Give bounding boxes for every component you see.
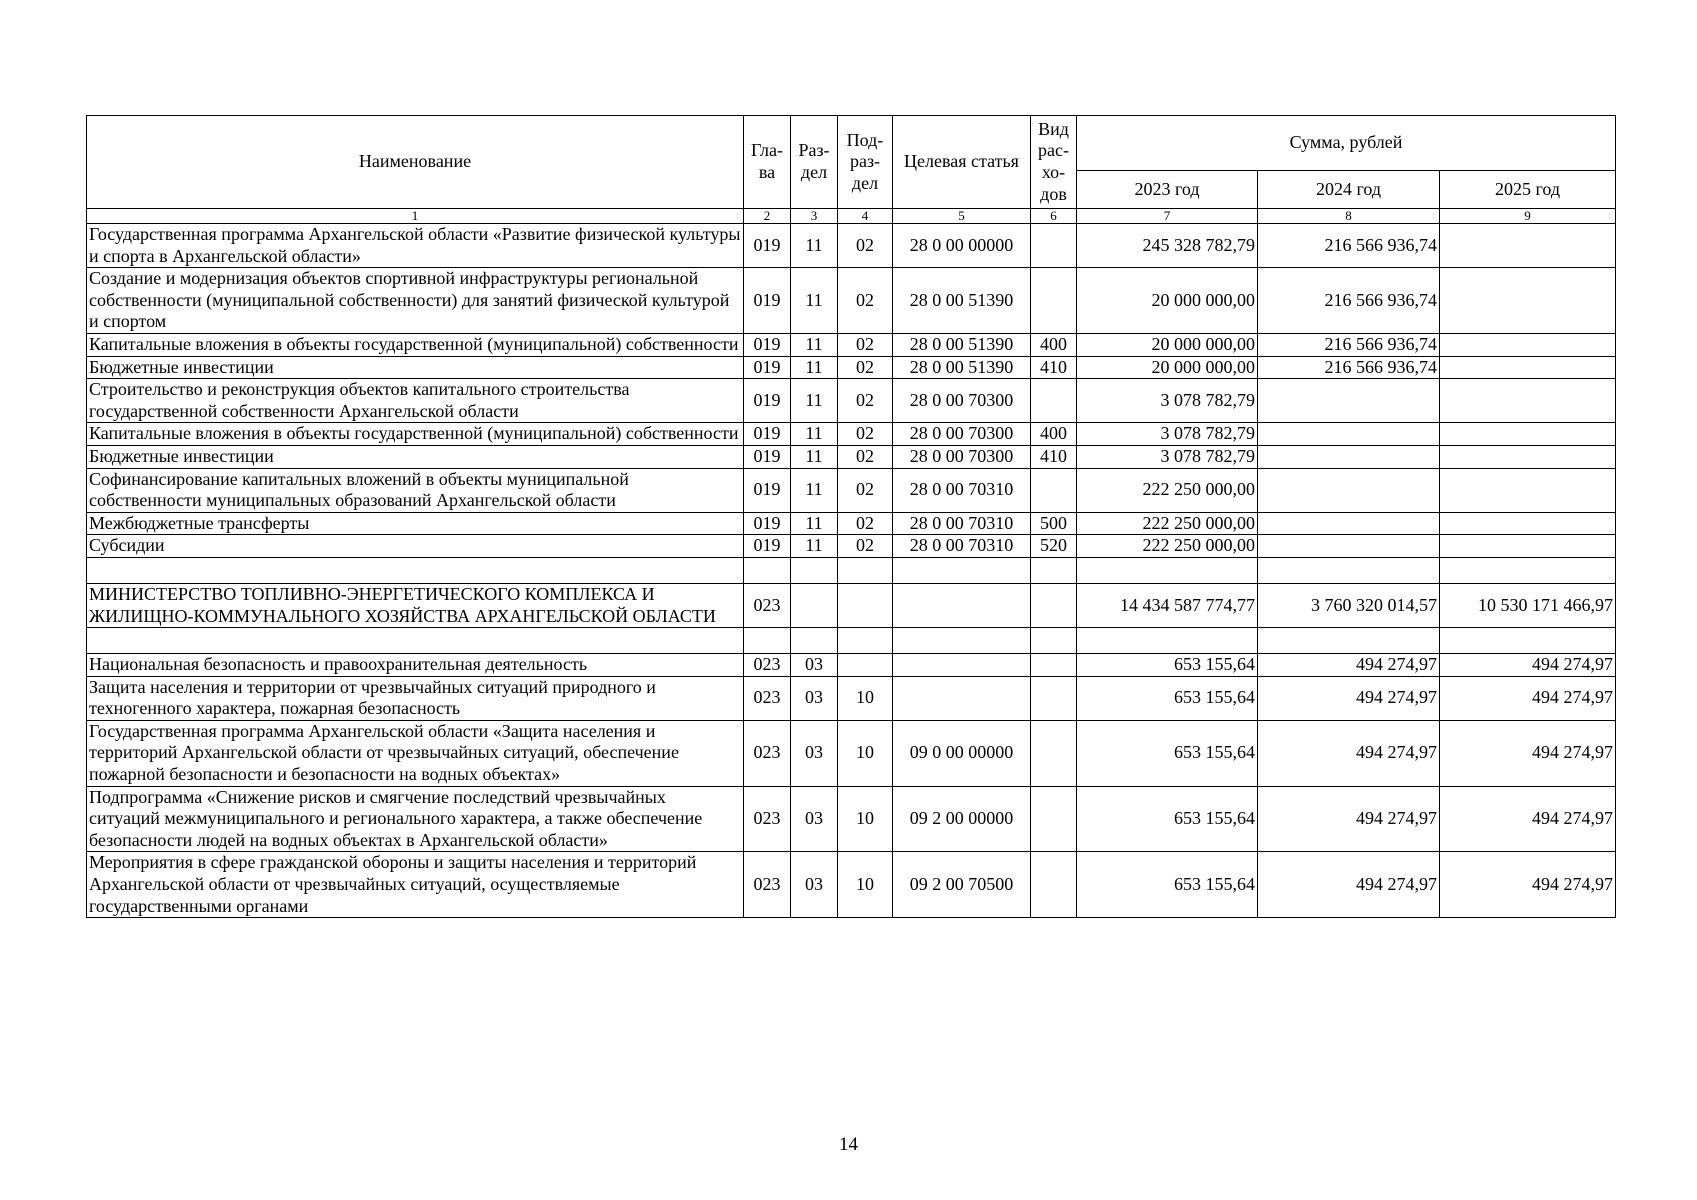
row-podrazdel: 02 xyxy=(838,379,893,423)
row-glava: 019 xyxy=(744,468,791,512)
row-glava: 019 xyxy=(744,333,791,356)
row-amount-2023: 222 250 000,00 xyxy=(1077,468,1258,512)
row-podrazdel: 02 xyxy=(838,268,893,334)
table-row xyxy=(87,224,1616,268)
column-number: 2 xyxy=(744,209,791,224)
row-glava xyxy=(744,628,791,654)
row-razdel: 11 xyxy=(791,468,838,512)
row-amount-2024: 216 566 936,74 xyxy=(1258,268,1440,334)
row-amount-2025: 494 274,97 xyxy=(1440,786,1616,852)
row-vid: 410 xyxy=(1031,445,1077,468)
row-amount-2025 xyxy=(1440,224,1616,268)
row-amount-2024: 216 566 936,74 xyxy=(1258,356,1440,379)
row-amount-2025: 494 274,97 xyxy=(1440,654,1616,677)
row-amount-2025: 494 274,97 xyxy=(1440,676,1616,720)
row-name: Национальная безопасность и правоохранительная деятельность xyxy=(87,654,744,677)
row-glava: 023 xyxy=(744,654,791,677)
row-name: Государственная программа Архангельской области «Защита населения и территорий Архангельской области от чрезвычайных ситуаций, обеспечение пожарной безопасности и безопасности на водных объектах» xyxy=(87,720,744,786)
header-vid: Вид рас-хо-дов xyxy=(1031,116,1077,209)
column-number: 6 xyxy=(1031,209,1077,224)
row-podrazdel xyxy=(838,583,893,627)
row-amount-2025 xyxy=(1440,468,1616,512)
row-razdel: 11 xyxy=(791,423,838,446)
row-razdel: 11 xyxy=(791,224,838,268)
row-podrazdel xyxy=(838,557,893,583)
row-name: Создание и модернизация объектов спортивной инфраструктуры региональной собственности (муниципальной собственности) для занятий физической культурой и спортом xyxy=(87,268,744,334)
row-razdel xyxy=(791,628,838,654)
row-amount-2023: 245 328 782,79 xyxy=(1077,224,1258,268)
header-year-2024: 2024 год xyxy=(1258,171,1440,209)
row-amount-2024 xyxy=(1258,445,1440,468)
row-amount-2025 xyxy=(1440,356,1616,379)
row-amount-2023: 653 155,64 xyxy=(1077,676,1258,720)
row-amount-2023: 3 078 782,79 xyxy=(1077,423,1258,446)
row-vid xyxy=(1031,583,1077,627)
row-glava: 019 xyxy=(744,356,791,379)
row-amount-2023: 20 000 000,00 xyxy=(1077,333,1258,356)
row-vid xyxy=(1031,676,1077,720)
row-vid xyxy=(1031,379,1077,423)
row-amount-2023: 653 155,64 xyxy=(1077,720,1258,786)
row-vid xyxy=(1031,852,1077,918)
row-amount-2024 xyxy=(1258,512,1440,535)
row-amount-2024: 494 274,97 xyxy=(1258,654,1440,677)
row-amount-2024: 494 274,97 xyxy=(1258,676,1440,720)
row-target: 09 2 00 00000 xyxy=(893,786,1031,852)
row-amount-2024 xyxy=(1258,628,1440,654)
row-podrazdel xyxy=(838,628,893,654)
row-target: 28 0 00 51390 xyxy=(893,356,1031,379)
row-razdel: 03 xyxy=(791,654,838,677)
row-name: Бюджетные инвестиции xyxy=(87,445,744,468)
table-row xyxy=(87,468,1616,512)
header-sum: Сумма, рублей xyxy=(1077,116,1616,171)
row-target: 28 0 00 70300 xyxy=(893,423,1031,446)
column-number: 9 xyxy=(1440,209,1616,224)
row-glava: 023 xyxy=(744,676,791,720)
row-name xyxy=(87,628,744,654)
row-vid: 410 xyxy=(1031,356,1077,379)
row-amount-2023: 3 078 782,79 xyxy=(1077,445,1258,468)
row-razdel: 11 xyxy=(791,512,838,535)
row-glava: 023 xyxy=(744,786,791,852)
row-target xyxy=(893,676,1031,720)
row-amount-2024: 494 274,97 xyxy=(1258,852,1440,918)
row-name: Строительство и реконструкция объектов капитального строительства государственной собственности Архангельской области xyxy=(87,379,744,423)
table-row xyxy=(87,654,1616,677)
empty-row xyxy=(87,628,1616,654)
empty-row xyxy=(87,557,1616,583)
row-name: МИНИСТЕРСТВО ТОПЛИВНО-ЭНЕРГЕТИЧЕСКОГО КОМПЛЕКСА И ЖИЛИЩНО-КОММУНАЛЬНОГО ХОЗЯЙСТВА АРХАНГЕЛЬСКОЙ ОБЛАСТИ xyxy=(87,583,744,627)
row-amount-2025 xyxy=(1440,628,1616,654)
row-vid xyxy=(1031,654,1077,677)
row-amount-2024 xyxy=(1258,557,1440,583)
row-razdel: 03 xyxy=(791,852,838,918)
table-row xyxy=(87,268,1616,334)
row-vid: 400 xyxy=(1031,333,1077,356)
column-number: 3 xyxy=(791,209,838,224)
row-glava xyxy=(744,557,791,583)
row-name: Субсидии xyxy=(87,535,744,558)
column-number: 7 xyxy=(1077,209,1258,224)
table-row xyxy=(87,676,1616,720)
row-amount-2023 xyxy=(1077,557,1258,583)
row-vid xyxy=(1031,268,1077,334)
table-row xyxy=(87,583,1616,627)
table-row xyxy=(87,720,1616,786)
row-name: Межбюджетные трансферты xyxy=(87,512,744,535)
row-glava: 019 xyxy=(744,512,791,535)
row-vid xyxy=(1031,557,1077,583)
row-razdel: 11 xyxy=(791,535,838,558)
row-target: 28 0 00 00000 xyxy=(893,224,1031,268)
row-vid: 520 xyxy=(1031,535,1077,558)
row-razdel: 03 xyxy=(791,786,838,852)
row-amount-2023: 20 000 000,00 xyxy=(1077,356,1258,379)
table-row xyxy=(87,852,1616,918)
row-target: 09 2 00 70500 xyxy=(893,852,1031,918)
row-glava: 023 xyxy=(744,583,791,627)
row-podrazdel: 02 xyxy=(838,512,893,535)
row-name: Подпрограмма «Снижение рисков и смягчение последствий чрезвычайных ситуаций межмуниципального и регионального характера, а также обеспечение безопасности людей на водных объектах в Архангельской области» xyxy=(87,786,744,852)
row-glava: 019 xyxy=(744,423,791,446)
row-name: Мероприятия в сфере гражданской обороны и защиты населения и территорий Архангельской области от чрезвычайных ситуаций, осуществляемые государственными органами xyxy=(87,852,744,918)
row-target: 28 0 00 70300 xyxy=(893,379,1031,423)
row-target: 28 0 00 70310 xyxy=(893,535,1031,558)
row-podrazdel: 10 xyxy=(838,786,893,852)
row-amount-2025 xyxy=(1440,557,1616,583)
row-vid xyxy=(1031,786,1077,852)
row-podrazdel: 02 xyxy=(838,535,893,558)
row-vid xyxy=(1031,224,1077,268)
row-amount-2024 xyxy=(1258,535,1440,558)
table-row xyxy=(87,512,1616,535)
row-name: Бюджетные инвестиции xyxy=(87,356,744,379)
header-razdel: Раз-дел xyxy=(791,116,838,209)
row-target: 28 0 00 70300 xyxy=(893,445,1031,468)
row-razdel xyxy=(791,583,838,627)
header-year-2025: 2025 год xyxy=(1440,171,1616,209)
table-body xyxy=(87,224,1616,918)
table-row xyxy=(87,356,1616,379)
row-target xyxy=(893,628,1031,654)
table-row xyxy=(87,333,1616,356)
page-number: 14 xyxy=(839,1134,858,1155)
row-podrazdel: 02 xyxy=(838,468,893,512)
row-glava: 023 xyxy=(744,720,791,786)
row-podrazdel: 10 xyxy=(838,676,893,720)
table-row xyxy=(87,786,1616,852)
column-number: 4 xyxy=(838,209,893,224)
row-amount-2025 xyxy=(1440,445,1616,468)
row-amount-2025 xyxy=(1440,379,1616,423)
header-glava: Гла-ва xyxy=(744,116,791,209)
column-number-row xyxy=(87,209,1616,224)
row-target xyxy=(893,557,1031,583)
row-amount-2025: 494 274,97 xyxy=(1440,720,1616,786)
row-amount-2023 xyxy=(1077,628,1258,654)
header-year-2023: 2023 год xyxy=(1077,171,1258,209)
header-podrazdel: Под-раз-дел xyxy=(838,116,893,209)
row-amount-2023: 653 155,64 xyxy=(1077,654,1258,677)
row-vid: 400 xyxy=(1031,423,1077,446)
header-name: Наименование xyxy=(87,116,744,209)
row-amount-2025: 10 530 171 466,97 xyxy=(1440,583,1616,627)
row-amount-2023: 3 078 782,79 xyxy=(1077,379,1258,423)
row-podrazdel: 10 xyxy=(838,852,893,918)
row-glava: 019 xyxy=(744,535,791,558)
row-vid xyxy=(1031,468,1077,512)
row-amount-2024: 216 566 936,74 xyxy=(1258,333,1440,356)
row-amount-2024: 494 274,97 xyxy=(1258,786,1440,852)
row-podrazdel: 02 xyxy=(838,224,893,268)
budget-table xyxy=(86,115,1616,918)
row-target: 28 0 00 51390 xyxy=(893,268,1031,334)
row-amount-2024 xyxy=(1258,468,1440,512)
row-target: 09 0 00 00000 xyxy=(893,720,1031,786)
row-amount-2025 xyxy=(1440,535,1616,558)
row-name xyxy=(87,557,744,583)
row-target xyxy=(893,654,1031,677)
row-podrazdel: 02 xyxy=(838,423,893,446)
row-name: Защита населения и территории от чрезвычайных ситуаций природного и техногенного характера, пожарная безопасность xyxy=(87,676,744,720)
row-razdel: 11 xyxy=(791,268,838,334)
row-amount-2023: 653 155,64 xyxy=(1077,852,1258,918)
row-razdel: 11 xyxy=(791,379,838,423)
column-number: 8 xyxy=(1258,209,1440,224)
row-amount-2024: 494 274,97 xyxy=(1258,720,1440,786)
row-razdel: 11 xyxy=(791,356,838,379)
row-vid xyxy=(1031,720,1077,786)
row-amount-2025 xyxy=(1440,268,1616,334)
row-glava: 019 xyxy=(744,379,791,423)
row-podrazdel: 02 xyxy=(838,356,893,379)
header-target: Целевая статья xyxy=(893,116,1031,209)
row-glava: 019 xyxy=(744,224,791,268)
row-target: 28 0 00 70310 xyxy=(893,512,1031,535)
row-razdel: 03 xyxy=(791,676,838,720)
row-vid: 500 xyxy=(1031,512,1077,535)
row-target xyxy=(893,583,1031,627)
row-amount-2023: 14 434 587 774,77 xyxy=(1077,583,1258,627)
row-name: Капитальные вложения в объекты государственной (муниципальной) собственности xyxy=(87,423,744,446)
row-glava: 023 xyxy=(744,852,791,918)
row-name: Государственная программа Архангельской области «Развитие физической культуры и спорта в Архангельской области» xyxy=(87,224,744,268)
table-header xyxy=(87,116,1616,224)
row-podrazdel xyxy=(838,654,893,677)
row-amount-2024 xyxy=(1258,423,1440,446)
column-number: 5 xyxy=(893,209,1031,224)
row-podrazdel: 02 xyxy=(838,445,893,468)
row-amount-2024 xyxy=(1258,379,1440,423)
column-number: 1 xyxy=(87,209,744,224)
row-podrazdel: 10 xyxy=(838,720,893,786)
table-row xyxy=(87,445,1616,468)
table-row xyxy=(87,423,1616,446)
table-row xyxy=(87,379,1616,423)
row-glava: 019 xyxy=(744,268,791,334)
row-razdel: 11 xyxy=(791,445,838,468)
row-target: 28 0 00 70310 xyxy=(893,468,1031,512)
row-vid xyxy=(1031,628,1077,654)
row-amount-2024: 3 760 320 014,57 xyxy=(1258,583,1440,627)
row-glava: 019 xyxy=(744,445,791,468)
row-razdel xyxy=(791,557,838,583)
row-razdel: 11 xyxy=(791,333,838,356)
row-amount-2025 xyxy=(1440,423,1616,446)
row-amount-2025: 494 274,97 xyxy=(1440,852,1616,918)
row-amount-2025 xyxy=(1440,333,1616,356)
row-amount-2024: 216 566 936,74 xyxy=(1258,224,1440,268)
row-name: Капитальные вложения в объекты государственной (муниципальной) собственности xyxy=(87,333,744,356)
row-razdel: 03 xyxy=(791,720,838,786)
row-amount-2023: 20 000 000,00 xyxy=(1077,268,1258,334)
row-amount-2025 xyxy=(1440,512,1616,535)
row-amount-2023: 222 250 000,00 xyxy=(1077,512,1258,535)
row-amount-2023: 653 155,64 xyxy=(1077,786,1258,852)
row-target: 28 0 00 51390 xyxy=(893,333,1031,356)
row-name: Софинансирование капитальных вложений в объекты муниципальной собственности муниципальных образований Архангельской области xyxy=(87,468,744,512)
row-amount-2023: 222 250 000,00 xyxy=(1077,535,1258,558)
row-podrazdel: 02 xyxy=(838,333,893,356)
table-row xyxy=(87,535,1616,558)
